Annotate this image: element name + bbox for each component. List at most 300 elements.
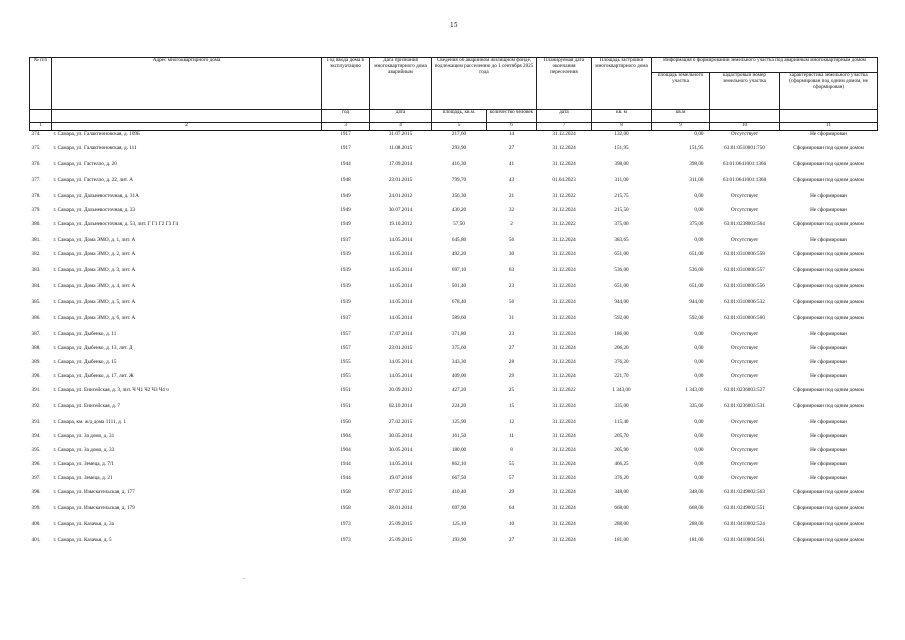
row-area: 161,50: [451, 433, 467, 439]
row-building-area: 376,20: [614, 475, 629, 481]
table-row: [30, 299, 878, 315]
row-year-built: 1944: [340, 161, 351, 167]
row-plot-status: Сформирован под одним домом: [793, 489, 864, 495]
row-plot-area: 1 343,00: [685, 387, 704, 393]
row-cadastral-number: 63:01:0410004:561: [724, 537, 765, 543]
col-num: 8: [592, 123, 652, 131]
row-people: 10: [508, 521, 515, 527]
row-number: 390.: [31, 373, 41, 379]
row-plot-status: Не сформирован: [810, 237, 847, 243]
row-emergency-date: 30.07.2014: [388, 207, 413, 213]
row-plot-area: 375,00: [689, 221, 704, 227]
row-building-area: 221,70: [614, 373, 629, 379]
row-address: г. Самара, ул. Енисейская, д. 7: [53, 403, 121, 409]
row-people: 29: [508, 489, 515, 495]
row-building-area: 205,70: [614, 433, 629, 439]
row-plot-area: 181,00: [689, 537, 704, 543]
row-year-built: 1958: [340, 489, 351, 495]
table-row: [30, 447, 878, 461]
unit-date: дата: [370, 110, 432, 123]
row-number: 380.: [31, 221, 41, 227]
row-year-built: 1958: [340, 505, 351, 511]
row-building-area: 944,00: [614, 299, 629, 305]
row-address: г. Самара, ул. Дыбенко, д. 17, лит. Ж: [53, 373, 134, 379]
row-relocation-end: 31.12.2024: [552, 537, 576, 543]
row-emergency-date: 28.01.2014: [388, 505, 413, 511]
row-address: г. Самара, ул. Гастелло, д. 20: [53, 161, 117, 167]
row-plot-status: Сформирован под одним домом: [793, 283, 864, 289]
row-address: г. Самара, ул. Дома ЭМО, д. 3, лит. А: [53, 267, 136, 273]
row-address: г. Самара, км. ж/д дома 1111, д. 1: [53, 419, 126, 425]
row-relocation-end: 31.12.2024: [552, 475, 576, 481]
table-row: [30, 387, 878, 403]
row-cadastral-number: Отсутствует: [730, 193, 759, 199]
row-address: г. Самара, ул. Енисейская, д. 3, лит. Ч Ч1 Ч2 Ч3 Ч4 ч: [53, 387, 169, 393]
row-year-built: 1951: [340, 387, 351, 393]
row-people: 55: [508, 461, 515, 467]
row-plot-area: 0,00: [694, 131, 704, 137]
row-area: 697,90: [451, 505, 467, 511]
table-row: [30, 505, 878, 521]
row-number: 386.: [31, 315, 41, 321]
row-building-area: 215,75: [614, 193, 629, 199]
row-emergency-date: 14.05.2014: [388, 283, 413, 289]
row-building-area: 311,00: [614, 177, 629, 183]
row-people: 41: [508, 161, 515, 167]
row-plot-status: Сформирован под одним домом: [793, 161, 864, 167]
table-row: [30, 537, 878, 553]
row-plot-status: Не сформирован: [810, 345, 847, 351]
table-row: [30, 221, 878, 237]
emergency-housing-table: [29, 57, 878, 553]
row-building-area: 375,00: [614, 221, 629, 227]
row-building-area: 376,20: [614, 359, 629, 365]
row-cadastral-number: Отсутствует: [730, 373, 759, 379]
row-plot-status: Сформирован под одним домом: [793, 251, 864, 257]
row-plot-area: 0,00: [694, 345, 704, 351]
row-building-area: 466,25: [614, 461, 629, 467]
row-address: г. Самара, ул. Дальневосточная, д. 33: [53, 207, 136, 213]
row-area: 293,90: [451, 145, 467, 151]
header-relocation-end: Планируемая дата окончания переселения: [537, 58, 592, 110]
header-number: № п/п: [30, 58, 52, 110]
header-building-area: Площадь застройки многоквартирного дома: [592, 58, 652, 110]
header-address: Адрес многоквартирного дома: [52, 58, 322, 110]
table-row: [30, 193, 878, 207]
row-address: г. Самара, ул. Земеца, д. 21: [53, 475, 113, 481]
row-relocation-end: 31.12.2022: [552, 221, 576, 227]
row-area: 224,20: [451, 403, 467, 409]
row-plot-status: Сформирован под одним домом: [793, 387, 864, 393]
row-area: 125,90: [451, 419, 467, 425]
row-cadastral-number: 63:01:0249002:563: [724, 489, 765, 495]
row-building-area: 348,00: [614, 489, 629, 495]
row-number: 389.: [31, 359, 41, 365]
row-number: 399.: [31, 505, 41, 511]
row-people: 12: [508, 419, 515, 425]
row-relocation-end: 31.12.2024: [552, 359, 576, 365]
header-plot-area: площадь земельного участка: [652, 73, 710, 110]
row-relocation-end: 31.12.2024: [552, 251, 576, 257]
row-people: 11: [509, 433, 514, 439]
row-people: 27: [508, 345, 515, 351]
row-building-area: 668,00: [614, 505, 629, 511]
row-people: 23: [508, 283, 515, 289]
row-address: г. Самара, ул. Казачья, д. 5: [53, 537, 112, 543]
table-row: [30, 521, 878, 537]
row-emergency-date: 25.09.2015: [388, 521, 413, 527]
row-number: 395.: [31, 447, 41, 453]
row-address: г. Самара, ул. Земеца, д. 7/1: [53, 461, 115, 467]
unit-people: количество человек: [487, 110, 537, 123]
row-cadastral-number: 63:01:0310006:558: [724, 251, 765, 257]
row-building-area: 132,00: [614, 131, 629, 137]
row-number: 398.: [31, 489, 41, 495]
row-cadastral-number: Отсутствует: [730, 433, 759, 439]
table-row: [30, 145, 878, 161]
row-area: 416,30: [451, 161, 467, 167]
row-cadastral-number: 63:01:0641001:1366: [722, 161, 767, 167]
row-area: 697,10: [451, 267, 467, 273]
header-emergency-date: Дата признания многоквартирного дома аварийным: [370, 58, 432, 110]
row-plot-status: Сформирован под одним домом: [793, 521, 864, 527]
row-year-built: 1951: [340, 403, 351, 409]
row-plot-area: 335,00: [689, 403, 704, 409]
row-address: г. Самара, ул. Галактионовская, д. 109Б: [53, 131, 140, 137]
row-plot-area: 651,00: [689, 283, 704, 289]
row-emergency-date: 20.09.2012: [388, 387, 413, 393]
row-emergency-date: 07.07.2015: [388, 489, 413, 495]
row-relocation-end: 31.12.2024: [552, 315, 576, 321]
row-address: г. Самара, ул. Дыбенко, д. 13, лит. Д: [53, 345, 133, 351]
row-number: 379.: [31, 207, 41, 213]
unit-year: год: [322, 110, 370, 123]
row-people: 64: [508, 505, 515, 511]
row-plot-status: Сформирован под одним домом: [793, 267, 864, 273]
row-address: г. Самара, ул. Изыскательская, д. 177: [53, 489, 135, 495]
row-emergency-date: 17.09.2014: [388, 161, 413, 167]
col-num: 7: [537, 123, 592, 131]
row-cadastral-number: Отсутствует: [730, 419, 759, 425]
row-building-area: 181,00: [614, 537, 629, 543]
row-plot-status: Не сформирован: [810, 373, 847, 379]
row-emergency-date: 14.05.2014: [388, 373, 413, 379]
row-address: г. Самара, ул. Дальневосточная, д. 53, лит. Г Г1 Г2 Г3 Г4: [53, 221, 179, 227]
row-area: 371,80: [451, 331, 467, 337]
row-area: 589,60: [451, 315, 467, 321]
row-cadastral-number: 63:01:0236003:531: [724, 403, 765, 409]
row-cadastral-number: 63:01:0249002:551: [724, 505, 765, 511]
table-row: [30, 433, 878, 447]
header-cadastral-number: кадастровый номер земельного участка: [710, 73, 780, 110]
row-building-area: 115,40: [614, 419, 629, 425]
row-relocation-end: 31.12.2024: [552, 267, 576, 273]
row-plot-status: Сформирован под одним домом: [793, 299, 864, 305]
row-people: 23: [508, 331, 515, 337]
row-cadastral-number: 63:01:0510001:750: [724, 145, 765, 151]
table-row: [30, 475, 878, 489]
row-plot-area: 151,95: [689, 145, 704, 151]
row-plot-area: 348,00: [689, 489, 704, 495]
row-cadastral-number: 63:01:0410002:524: [724, 521, 765, 527]
row-emergency-date: 25.09.2015: [388, 537, 413, 543]
row-address: г. Самара, ул. Дыбенко, д. 11: [53, 331, 117, 337]
row-plot-status: Сформирован под одним домом: [793, 221, 864, 227]
row-plot-status: Не сформирован: [810, 461, 847, 467]
row-year-built: 1939: [340, 251, 351, 257]
header-emergency-fund: Сведения об аварийном жилищном фонде, подлежащем расселению до 1 сентября 2025 года: [432, 58, 537, 110]
header-year-built: Год ввода дома в эксплуатацию: [322, 58, 370, 110]
row-building-area: 1 343,00: [612, 387, 631, 393]
row-number: 392.: [31, 403, 41, 409]
row-year-built: 1949: [340, 193, 351, 199]
row-plot-status: Не сформирован: [810, 359, 847, 365]
row-plot-status: Не сформирован: [810, 419, 847, 425]
row-building-area: 288,00: [614, 521, 629, 527]
row-people: 27: [508, 537, 515, 543]
row-cadastral-number: Отсутствует: [730, 207, 759, 213]
row-emergency-date: 14.05.2014: [388, 315, 413, 321]
row-people: 57: [508, 475, 515, 481]
row-building-area: 383,65: [614, 237, 629, 243]
row-plot-status: Не сформирован: [810, 433, 847, 439]
row-area: 193,90: [451, 537, 467, 543]
table-row: [30, 419, 878, 433]
row-number: 396.: [31, 461, 41, 467]
row-address: г. Самара, ул. Дома ЭМО, д. 1, лит. А: [53, 237, 136, 243]
row-relocation-end: 31.12.2024: [552, 145, 576, 151]
row-people: 2: [510, 221, 513, 227]
col-num: 9: [652, 123, 710, 131]
row-area: 492,20: [451, 251, 467, 257]
row-year-built: 1948: [340, 177, 351, 183]
row-people: 14: [508, 131, 515, 137]
row-emergency-date: 14.05.2014: [388, 267, 413, 273]
row-number: 381.: [31, 237, 41, 243]
row-year-built: 1957: [340, 345, 351, 351]
row-number: 400.: [31, 521, 41, 527]
row-relocation-end: 31.12.2024: [552, 461, 576, 467]
row-relocation-end: 31.12.2024: [552, 237, 576, 243]
row-year-built: 1950: [340, 419, 351, 425]
row-address: г. Самара, ул. Дыбенко, д. 15: [53, 359, 117, 365]
row-plot-status: Не сформирован: [810, 475, 847, 481]
row-relocation-end: 31.12.2024: [552, 433, 576, 439]
row-people: 56: [508, 299, 515, 305]
row-number: 391.: [31, 387, 41, 393]
row-people: 21: [508, 193, 515, 199]
row-number: 387.: [31, 331, 41, 337]
row-year-built: 1939: [340, 299, 351, 305]
row-relocation-end: 31.12.2022: [552, 193, 576, 199]
row-address: г. Самара, ул. Дома ЭМО, д. 4, лит. А: [53, 283, 136, 289]
row-relocation-end: 31.12.2022: [552, 387, 576, 393]
row-cadastral-number: 63:01:0310006:556: [724, 283, 765, 289]
table-row: [30, 373, 878, 387]
row-area: 862,10: [451, 461, 467, 467]
row-year-built: 1904: [340, 447, 351, 453]
row-plot-area: 398,00: [689, 161, 704, 167]
row-people: 32: [508, 207, 515, 213]
row-cadastral-number: 63:01:0310006:557: [724, 267, 765, 273]
row-number: 382.: [31, 251, 41, 257]
table-row: [30, 267, 878, 283]
page-number: 15: [450, 22, 458, 29]
row-year-built: 1944: [340, 475, 351, 481]
col-num: 5: [432, 123, 487, 131]
row-plot-area: 288,00: [689, 521, 704, 527]
row-year-built: 1973: [340, 521, 351, 527]
row-number: 377.: [31, 177, 41, 183]
row-building-area: 536,00: [614, 267, 629, 273]
row-plot-status: Сформирован под одним домом: [793, 145, 864, 151]
row-emergency-date: 19.07.2016: [388, 475, 413, 481]
row-building-area: 206,20: [614, 345, 629, 351]
row-year-built: 1937: [340, 237, 351, 243]
row-number: 397.: [31, 475, 41, 481]
row-plot-status: Не сформирован: [810, 131, 847, 137]
row-relocation-end: 31.12.2024: [552, 419, 576, 425]
row-year-built: 1955: [340, 359, 351, 365]
row-building-area: 651,00: [614, 283, 629, 289]
row-cadastral-number: Отсутствует: [730, 331, 759, 337]
row-cadastral-number: 63:01:0310006:560: [724, 315, 765, 321]
row-area: 356,30: [451, 193, 467, 199]
row-emergency-date: 11.08.2015: [388, 145, 413, 151]
row-year-built: 1957: [340, 331, 351, 337]
row-address: г. Самара, ул. За домо, д. 31: [53, 433, 115, 439]
row-people: 63: [508, 267, 515, 273]
row-relocation-end: 31.12.2024: [552, 299, 576, 305]
row-year-built: 1917: [340, 145, 351, 151]
row-area: 410,40: [451, 489, 467, 495]
row-people: 43: [508, 177, 515, 183]
row-building-area: 151,95: [614, 145, 629, 151]
row-area: 343,30: [451, 359, 467, 365]
row-plot-status: Не сформирован: [810, 193, 847, 199]
row-address: г. Самара, ул. Гастелло, д. 22, лит. А: [53, 177, 133, 183]
row-area: 667,50: [451, 475, 467, 481]
row-emergency-date: 02.10.2014: [388, 403, 413, 409]
row-people: 31: [508, 315, 515, 321]
unit-building-area: кв. м: [592, 110, 652, 123]
col-num: 11: [780, 123, 878, 131]
row-relocation-end: 31.12.2024: [552, 521, 576, 527]
row-plot-status: Сформирован под одним домом: [793, 505, 864, 511]
row-plot-area: 0,00: [694, 419, 704, 425]
table-body: [30, 131, 878, 554]
row-plot-area: 668,00: [689, 505, 704, 511]
header-plot-status: характеристика земельного участка (сформирован под одним домом, не сформирован): [780, 73, 878, 110]
row-year-built: 1937: [340, 315, 351, 321]
row-people: 27: [508, 145, 515, 151]
row-emergency-date: 30.05.2014: [388, 433, 413, 439]
row-plot-status: Не сформирован: [810, 207, 847, 213]
row-number: 401.: [31, 537, 41, 543]
table-row: [30, 345, 878, 359]
row-people: 8: [510, 447, 513, 453]
row-cadastral-number: Отсутствует: [730, 359, 759, 365]
row-area: 217,60: [451, 131, 467, 137]
row-address: г. Самара, ул. Дома ЭМО, д. 2, лит. А: [53, 251, 136, 257]
table-row: [30, 403, 878, 419]
row-plot-area: 0,00: [694, 433, 704, 439]
row-plot-area: 0,00: [694, 373, 704, 379]
row-number: 394.: [31, 433, 41, 439]
row-plot-status: Сформирован под одним домом: [793, 537, 864, 543]
table-row: [30, 251, 878, 267]
row-area: 799,70: [451, 177, 467, 183]
row-address: г. Самара, ул. Изыскательская, д. 179: [53, 505, 135, 511]
row-emergency-date: 14.05.2014: [388, 461, 413, 467]
row-plot-area: 0,00: [694, 193, 704, 199]
row-people: 25: [508, 387, 515, 393]
row-number: 383.: [31, 267, 41, 273]
row-number: 393.: [31, 419, 41, 425]
row-number: 388.: [31, 345, 41, 351]
table-row: [30, 177, 878, 193]
row-emergency-date: 31.07.2015: [388, 131, 413, 137]
row-address: г. Самара, ул. Казачья, д. 3а: [53, 521, 114, 527]
row-cadastral-number: Отсутствует: [730, 345, 759, 351]
row-number: 376.: [31, 161, 41, 167]
table-row: [30, 331, 878, 345]
header-land-plot-info: Информация о формировании земельного участка под аварийным многоквартирным домом: [652, 58, 878, 73]
row-address: г. Самара, ул. Галактионовская, д. 111: [53, 145, 137, 151]
row-area: 501,40: [451, 283, 467, 289]
table-row: [30, 237, 878, 251]
row-number: 385.: [31, 299, 41, 305]
row-people: 28: [508, 359, 515, 365]
row-emergency-date: 14.05.2014: [388, 251, 413, 257]
row-relocation-end: 31.12.2024: [552, 161, 576, 167]
row-number: 374.: [31, 131, 41, 137]
unit-end-date: дата: [537, 110, 592, 123]
row-area: 645,80: [451, 237, 467, 243]
row-cadastral-number: Отсутствует: [730, 475, 759, 481]
row-plot-area: 0,00: [694, 447, 704, 453]
col-num: 3: [322, 123, 370, 131]
row-year-built: 1944: [340, 461, 351, 467]
row-area: 427,20: [451, 387, 467, 393]
col-num: 2: [52, 123, 322, 131]
row-year-built: 1904: [340, 433, 351, 439]
row-plot-area: 0,00: [694, 359, 704, 365]
table-row: [30, 461, 878, 475]
row-plot-area: 0,00: [694, 461, 704, 467]
table-row: [30, 161, 878, 177]
row-plot-area: 592,00: [689, 315, 704, 321]
row-cadastral-number: Отсутствует: [730, 461, 759, 467]
row-building-area: 205,90: [614, 447, 629, 453]
row-area: 57,50: [453, 221, 465, 227]
col-num: 6: [487, 123, 537, 131]
row-year-built: 1939: [340, 267, 351, 273]
row-relocation-end: 01.04.2023: [552, 177, 576, 183]
row-plot-area: 0,00: [694, 237, 704, 243]
row-cadastral-number: 63:01:0310006:532: [724, 299, 765, 305]
row-address: г. Самара, ул. Дома ЭМО, д. 5, лит. А: [53, 299, 136, 305]
row-emergency-date: 19.10.2012: [388, 221, 413, 227]
unit-area: площадь, кв.м.: [432, 110, 487, 123]
row-year-built: 1973: [340, 537, 351, 543]
row-plot-status: Сформирован под одним домом: [793, 403, 864, 409]
row-number: 384.: [31, 283, 41, 289]
row-emergency-date: 30.05.2014: [388, 447, 413, 453]
row-cadastral-number: 63:01:0641001:1368: [722, 177, 767, 183]
row-emergency-date: 17.07.2014: [388, 331, 413, 337]
row-building-area: 651,00: [614, 251, 629, 257]
